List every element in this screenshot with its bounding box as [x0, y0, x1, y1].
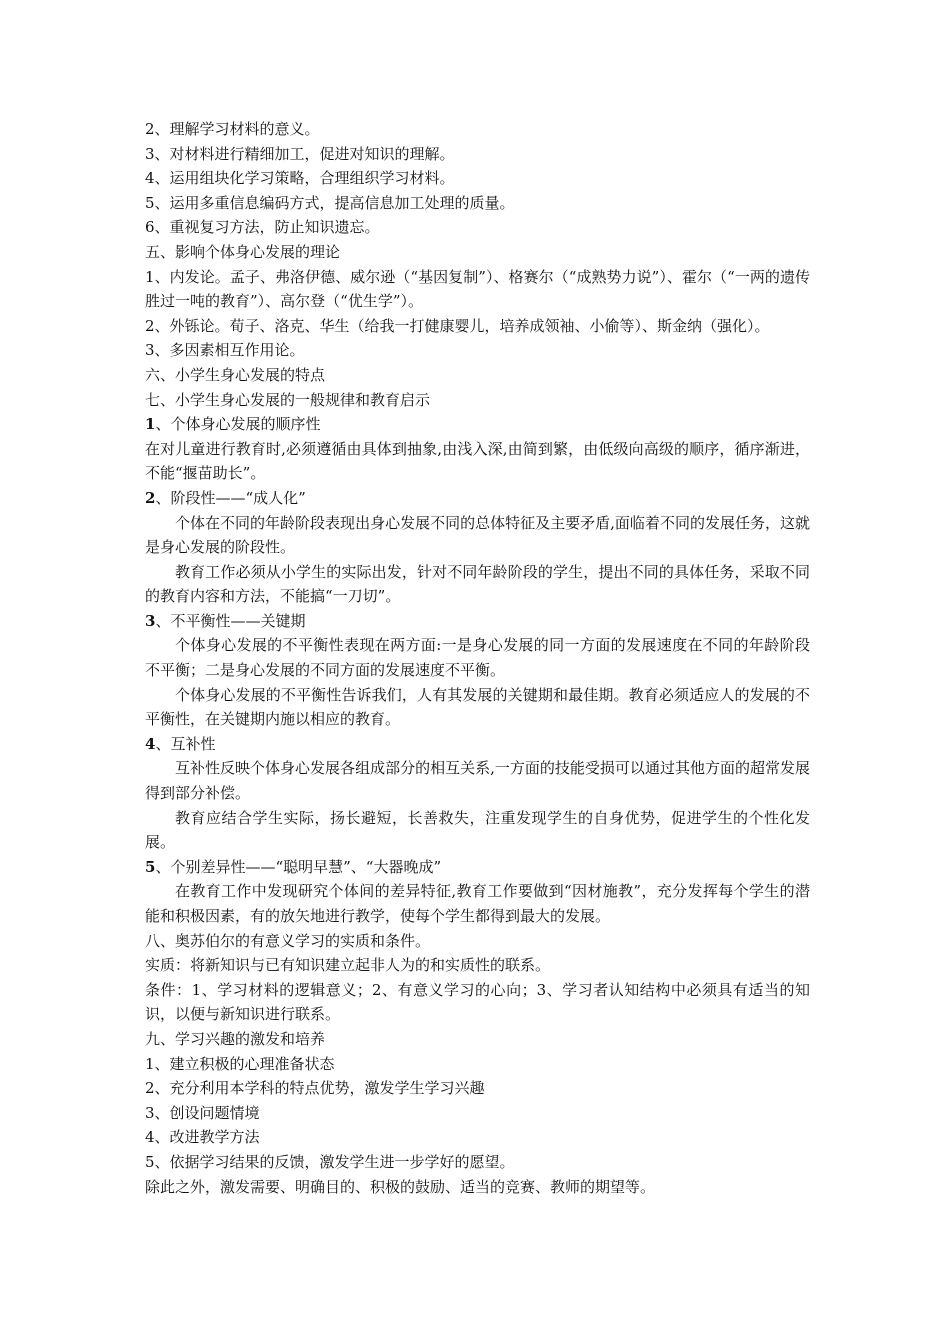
body-paragraph: 教育应结合学生实际，扬长避短，长善救失，注重发现学生的自身优势，促进学生的个性化发展。	[145, 808, 810, 852]
body-paragraph: 在教育工作中发现研究个体间的差异特征,教育工作要做到“因材施教”，充分发挥每个学生的潜能和积极因素，有的放矢地进行教学，使每个学生都得到最大的发展。	[145, 882, 810, 925]
subsection-heading	[145, 412, 810, 437]
theory-paragraph: 2、外铄论。荀子、洛克、华生（给我一打健康婴儿，培养成领袖、小偷等）、斯金纳（强化）。	[145, 316, 770, 335]
body-paragraph: 教育工作必须从小学生的实际出发，针对不同年龄阶段的学生，提出不同的具体任务，采取不同的教育内容和方法，不能搞“一刀切”。	[145, 562, 810, 606]
subsection-number: 1	[145, 415, 156, 434]
body-paragraph: 在对儿童进行教育时,必须遵循由具体到抽象,由浅入深,由简到繁，由低级向高级的顺序，循序渐进，不能“揠苗助长”。	[145, 439, 810, 483]
subsection-number: 4	[145, 734, 156, 753]
body-paragraph: 互补性反映个体身心发展各组成部分的相互关系,一方面的技能受损可以通过其他方面的超常发展得到部分补偿。	[145, 759, 810, 803]
list-item: 3、创设问题情境	[145, 1103, 260, 1122]
subsection-title: 、个体身心发展的顺序性	[155, 415, 321, 434]
subsection-heading	[145, 609, 810, 634]
subsection-heading	[145, 486, 810, 511]
list-item: 4、运用组块化学习策略，合理组织学习材料。	[145, 169, 455, 188]
body-paragraph: 实质：将新知识与已有知识建立起非人为的和实质性的联系。	[145, 956, 551, 975]
section-heading-7: 七、小学生身心发展的一般规律和教育启示	[145, 390, 431, 409]
subsection-number: 2	[145, 488, 156, 507]
body-paragraph: 个体在不同的年龄阶段表现出身心发展不同的总体特征及主要矛盾,面临着不同的发展任务，这就是身心发展的阶段性。	[145, 513, 810, 557]
body-paragraph: 个体身心发展的不平衡性告诉我们，人有其发展的关键期和最佳期。教育必须适应人的发展的不平衡性，在关键期内施以相应的教育。	[145, 685, 810, 729]
subsection-heading	[145, 732, 810, 757]
section-heading-8: 八、奥苏伯尔的有意义学习的实质和条件。	[145, 931, 431, 950]
subsection-number: 3	[145, 611, 156, 630]
section-heading-6: 六、小学生身心发展的特点	[145, 365, 326, 384]
list-item: 2、理解学习材料的意义。	[145, 120, 320, 138]
section-heading-5: 五、影响个体身心发展的理论	[145, 242, 341, 261]
document-page	[145, 117, 810, 1199]
list-item: 4、改进教学方法	[145, 1128, 260, 1147]
list-item: 2、充分利用本学科的特点优势，激发学生学习兴趣	[145, 1079, 485, 1098]
subsection-title: 、互补性	[155, 734, 216, 753]
subsection-number: 5	[145, 857, 156, 876]
body-paragraph: 除此之外，激发需要、明确目的、积极的鼓励、适当的竞赛、教师的期望等。	[145, 1177, 656, 1196]
section-heading-9: 九、学习兴趣的激发和培养	[145, 1029, 326, 1048]
list-item: 6、重视复习方法，防止知识遗忘。	[145, 218, 380, 237]
theory-paragraph: 1、内发论。孟子、弗洛伊德、威尔逊（“基因复制”）、格赛尔（“成熟势力说”）、霍尔（“一两的遗传胜过一吨的教育”）、高尔登（“优生学”）。	[145, 267, 810, 311]
body-paragraph: 条件：1、学习材料的逻辑意义；2、有意义学习的心向；3、学习者认知结构中必须具有适当的知识，以便与新知识进行联系。	[145, 980, 810, 1024]
subsection-title: 、阶段性——“成人化”	[155, 488, 306, 507]
body-paragraph: 个体身心发展的不平衡性表现在两方面:一是身心发展的同一方面的发展速度在不同的年龄阶段不平衡；二是身心发展的不同方面的发展速度不平衡。	[145, 636, 810, 680]
list-item: 5、运用多重信息编码方式，提高信息加工处理的质量。	[145, 193, 515, 212]
subsection-title: 、不平衡性——关键期	[155, 611, 306, 630]
list-item: 3、对材料进行精细加工，促进对知识的理解。	[145, 144, 455, 163]
theory-paragraph: 3、多因素相互作用论。	[145, 341, 305, 360]
list-item: 1、建立积极的心理准备状态	[145, 1054, 335, 1073]
list-item: 5、依据学习结果的反馈，激发学生进一步学好的愿望。	[145, 1152, 515, 1171]
subsection-title: 、个别差异性——“聪明早慧”、“大器晚成”	[155, 857, 442, 876]
subsection-heading	[145, 855, 810, 880]
